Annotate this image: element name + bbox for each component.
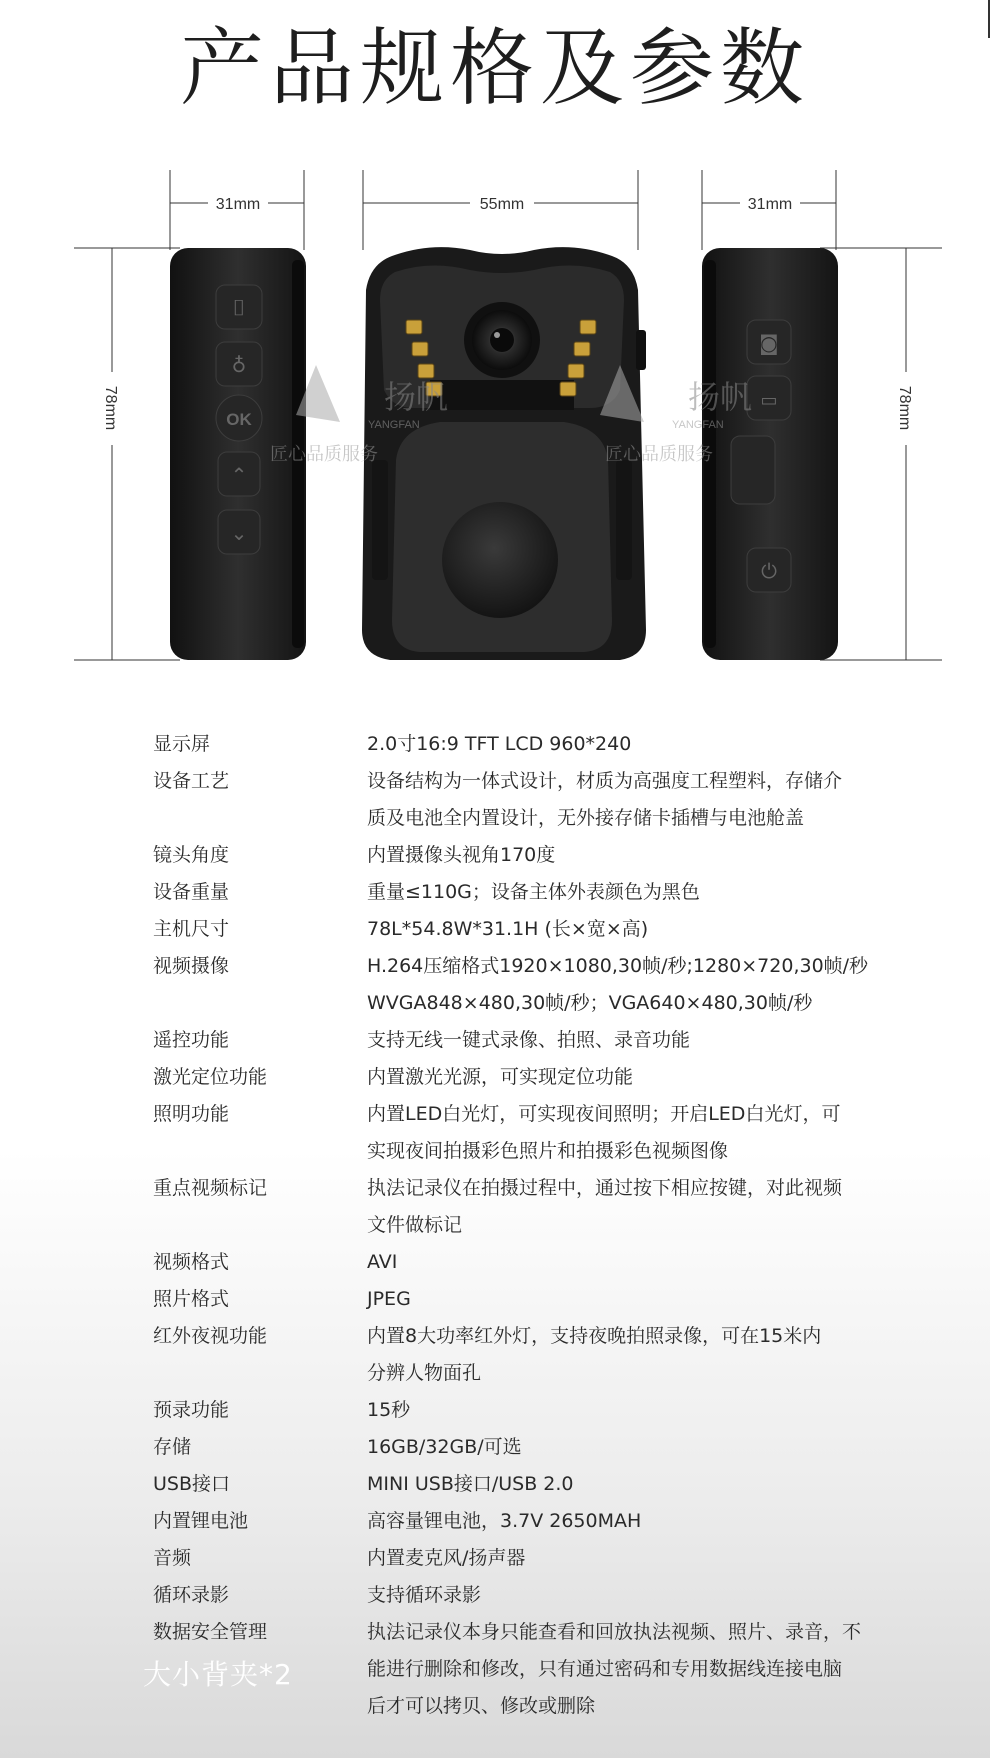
- spec-row: [153, 1318, 913, 1392]
- spec-value: [367, 948, 913, 1022]
- spec-row: [153, 948, 913, 1022]
- spec-value: [367, 837, 913, 874]
- spec-label: 视频摄像: [153, 955, 230, 977]
- spec-value: [367, 1577, 913, 1614]
- right-height-label: 78mm: [896, 385, 913, 431]
- spec-value-line: 设备结构为一体式设计，材质为高强度工程塑料，存储介: [367, 770, 843, 792]
- power-icon: ⏻: [761, 559, 777, 583]
- front-width-label: 55mm: [479, 196, 525, 213]
- spec-row: [153, 1096, 913, 1170]
- watermark-brand-left: 扬帆: [384, 379, 449, 415]
- spec-row: [153, 1281, 913, 1318]
- spec-label: 循环录影: [153, 1584, 230, 1606]
- spec-value: [367, 1466, 913, 1503]
- spec-label: 遥控功能: [153, 1029, 230, 1051]
- spec-value: [367, 1059, 913, 1096]
- spec-label: 预录功能: [153, 1399, 230, 1421]
- spec-value-line: AVI: [367, 1251, 398, 1273]
- spec-label: 视频格式: [153, 1251, 230, 1273]
- spec-value: [367, 763, 913, 837]
- spec-value-line: 能进行删除和修改，只有通过密码和专用数据线连接电脑: [367, 1658, 843, 1680]
- spec-value-line: 高容量锂电池，3.7V 2650MAH: [367, 1510, 642, 1532]
- spec-value-line: 重量≤110G；设备主体外表颜色为黑色: [367, 881, 700, 903]
- watermark-brand-right: 扬帆: [688, 379, 753, 415]
- spec-value: [367, 1170, 913, 1244]
- product-dimension-figure: [0, 160, 990, 680]
- spec-label: 存储: [153, 1436, 192, 1458]
- spec-value-line: 执法记录仪在拍摄过程中，通过按下相应按键，对此视频: [367, 1177, 843, 1199]
- spec-row: [153, 837, 913, 874]
- spec-label: USB接口: [153, 1473, 231, 1495]
- spec-value-line: 内置激光光源，可实现定位功能: [367, 1066, 634, 1088]
- spec-row: [153, 874, 913, 911]
- spec-label: 音频: [153, 1547, 192, 1569]
- chevron-up-icon: ⌃: [230, 463, 248, 487]
- spec-value-line: 分辨人物面孔: [367, 1362, 482, 1384]
- clip-knob: [442, 502, 558, 618]
- right-side-view: [702, 248, 838, 660]
- spec-value-line: 2.0寸16:9 TFT LCD 960*240: [367, 733, 632, 755]
- left-height-label: 78mm: [102, 385, 119, 431]
- spec-value-line: 内置8大功率红外灯，支持夜晚拍照录像，可在15米内: [367, 1325, 822, 1347]
- spec-value-line: JPEG: [367, 1288, 411, 1310]
- spec-value: [367, 911, 913, 948]
- spec-label: 照明功能: [153, 1103, 230, 1125]
- spec-value: [367, 1429, 913, 1466]
- spec-value: [367, 1022, 913, 1059]
- front-view: [362, 247, 646, 660]
- spec-value: [367, 1281, 913, 1318]
- spec-value-line: 后才可以拷贝、修改或删除: [367, 1695, 596, 1717]
- spec-label: 设备重量: [153, 881, 230, 903]
- spec-value-line: 执法记录仪本身只能查看和回放执法视频、照片、录音，不: [367, 1621, 862, 1643]
- bookmark-icon: ⌷: [232, 296, 246, 321]
- watermark-slogan-right: 匠心品质服务: [605, 444, 713, 464]
- spec-value-line: 78L*54.8W*31.1H (长×宽×高): [367, 918, 649, 940]
- spec-value: [367, 1318, 913, 1392]
- spec-value: [367, 1096, 913, 1170]
- spec-value-line: 15秒: [367, 1399, 411, 1421]
- video-icon: ▭: [760, 390, 778, 411]
- spec-row: [153, 1170, 913, 1244]
- spec-label: 激光定位功能: [153, 1066, 268, 1088]
- spec-value-line: 内置摄像头视角170度: [367, 844, 556, 866]
- spec-row: [153, 763, 913, 837]
- spec-row: [153, 1059, 913, 1096]
- page-title: 产品规格及参数: [179, 19, 810, 117]
- spec-table: [153, 726, 913, 1725]
- spec-value-line: 文件做标记: [367, 1214, 463, 1236]
- camera-icon: ◙: [759, 331, 779, 355]
- spec-row: [153, 1503, 913, 1540]
- spec-label: 数据安全管理: [153, 1621, 268, 1643]
- spec-value-line: 质及电池全内置设计，无外接存储卡插槽与电池舱盖: [367, 807, 805, 829]
- mic-icon: ♁: [231, 353, 247, 377]
- spec-value: [367, 1244, 913, 1281]
- spec-value-line: H.264压缩格式1920×1080,30帧/秒;1280×720,30帧/秒: [367, 955, 869, 977]
- spec-row: [153, 1392, 913, 1429]
- spec-label: 设备工艺: [153, 770, 230, 792]
- spec-label: 红外夜视功能: [153, 1325, 268, 1347]
- spec-value-line: WVGA848×480,30帧/秒；VGA640×480,30帧/秒: [367, 992, 813, 1014]
- spec-label: 重点视频标记: [153, 1177, 268, 1199]
- watermark-en-left: YANGFAN: [368, 419, 420, 431]
- spec-value-line: 支持循环录影: [367, 1584, 482, 1606]
- spec-value: [367, 1614, 913, 1725]
- spec-row: [153, 1429, 913, 1466]
- spec-value-line: 内置麦克风/扬声器: [367, 1547, 526, 1569]
- spec-row: [153, 726, 913, 763]
- spec-label: 显示屏: [153, 733, 211, 755]
- spec-label: 照片格式: [153, 1288, 230, 1310]
- watermark-slogan-left: 匠心品质服务: [270, 444, 378, 464]
- accessory-note: 大小背夹*2: [143, 1658, 293, 1691]
- spec-row: [153, 1577, 913, 1614]
- spec-value: [367, 726, 913, 763]
- spec-row: [153, 1022, 913, 1059]
- spec-value: [367, 874, 913, 911]
- spec-value: [367, 1503, 913, 1540]
- spec-value-line: 内置LED白光灯，可实现夜间照明；开启LED白光灯，可: [367, 1103, 841, 1125]
- spec-value-line: 支持无线一键式录像、拍照、录音功能: [367, 1029, 691, 1051]
- spec-row: [153, 1244, 913, 1281]
- spec-value-line: 16GB/32GB/可选: [367, 1436, 522, 1458]
- left-width-label: 31mm: [215, 196, 261, 213]
- spec-label: 镜头角度: [153, 844, 230, 866]
- spec-value-line: MINI USB接口/USB 2.0: [367, 1473, 574, 1495]
- chevron-down-icon: ⌄: [230, 521, 248, 545]
- ok-button-label: OK: [226, 410, 252, 429]
- spec-value-line: 实现夜间拍摄彩色照片和拍摄彩色视频图像: [367, 1140, 729, 1162]
- spec-row: [153, 1466, 913, 1503]
- right-width-label: 31mm: [747, 196, 793, 213]
- spec-label: 内置锂电池: [153, 1510, 249, 1532]
- spec-value: [367, 1540, 913, 1577]
- watermark-en-right: YANGFAN: [672, 419, 724, 431]
- spec-row: [153, 911, 913, 948]
- spec-row: [153, 1540, 913, 1577]
- spec-value: [367, 1392, 913, 1429]
- spec-label: 主机尺寸: [153, 918, 230, 940]
